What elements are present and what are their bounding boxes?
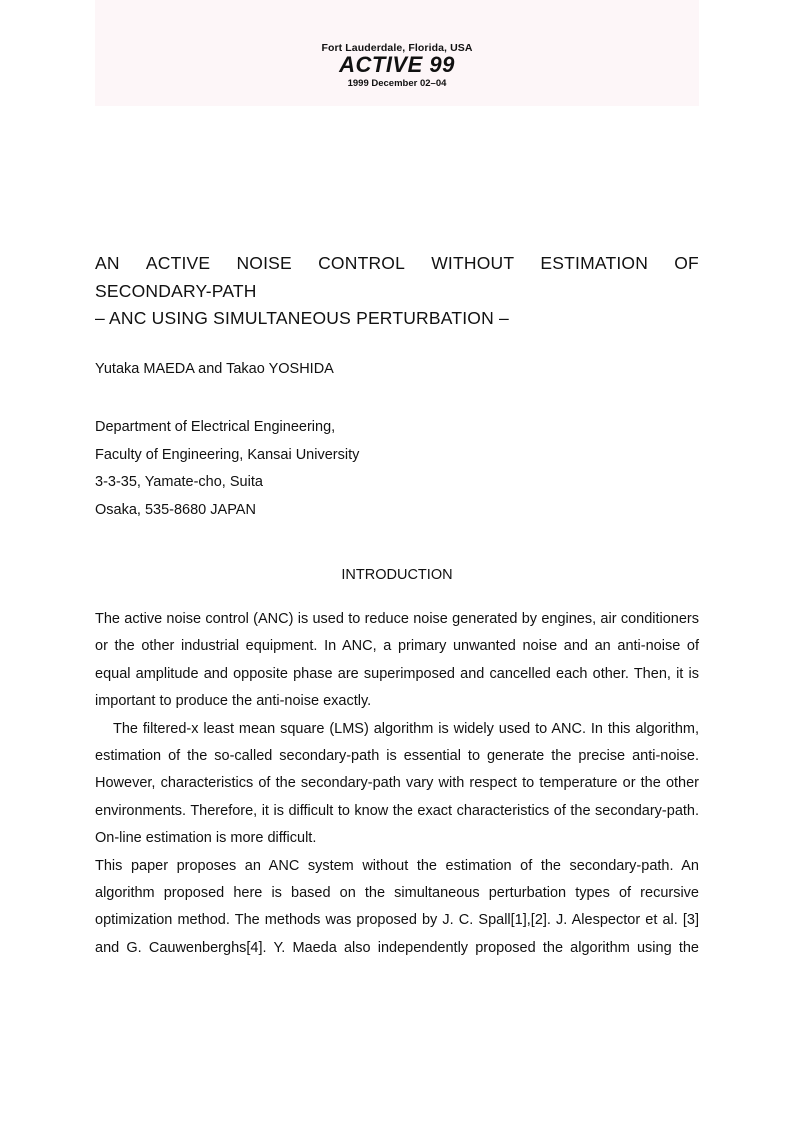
- body-line: important to produce the anti-noise exactly.: [95, 693, 372, 710]
- title-word: ACTIVE: [145, 253, 211, 273]
- conference-header: [95, 0, 699, 106]
- affiliation: [95, 414, 359, 524]
- authors: Yutaka MAEDA and Takao YOSHIDA: [95, 361, 334, 377]
- affiliation-line: Department of Electrical Engineering,: [95, 419, 336, 435]
- body-line: optimization method. The methods was proposed by J. C. Spall[1],[2]. J. Alespector et al. [3]: [95, 912, 699, 929]
- body-line: This paper proposes an ANC system without the estimation of the secondary-path. An: [95, 857, 699, 874]
- title-word: AN: [95, 253, 120, 273]
- body-line: On-line estimation is more difficult.: [95, 830, 317, 847]
- body-line: However, characteristics of the secondary-path vary with respect to temperature or the other: [95, 775, 699, 792]
- body-line: The filtered-x least mean square (LMS) algorithm is widely used to ANC. In this algorithm,: [113, 720, 699, 737]
- title-line-2: SECONDARY-PATH: [95, 280, 257, 301]
- affiliation-line: Faculty of Engineering, Kansai University: [95, 446, 360, 463]
- body-line: or the other industrial equipment. In ANC, a primary unwanted noise and an anti-noise of: [95, 638, 699, 655]
- affiliation-line: 3-3-35, Yamate-cho, Suita: [95, 474, 263, 490]
- body-line: and G. Cauwenberghs[4]. Y. Maeda also independently proposed the algorithm using the: [95, 939, 699, 956]
- paper-title: [95, 250, 699, 333]
- title-word: ESTIMATION: [540, 253, 649, 273]
- conference-location: Fort Lauderdale, Florida, USA: [321, 42, 473, 54]
- title-line-1: [95, 250, 699, 278]
- section-heading: INTRODUCTION: [341, 567, 453, 583]
- conference-dates: 1999 December 02–04: [347, 78, 447, 89]
- body-line: equal amplitude and opposite phase are superimposed and cancelled each other. Then, it is: [95, 665, 699, 682]
- title-word: WITHOUT: [431, 253, 515, 273]
- title-word: OF: [674, 253, 699, 273]
- title-word: NOISE: [236, 253, 292, 273]
- body-line: environments. Therefore, it is difficult to know the exact characteristics of the secondary-path.: [95, 802, 699, 819]
- body-line: estimation of the so-called secondary-path is essential to generate the precise anti-noise.: [95, 747, 699, 764]
- conference-name: ACTIVE 99: [339, 52, 455, 77]
- body-line: algorithm proposed here is based on the simultaneous perturbation types of recursive: [95, 884, 699, 901]
- paper-subtitle: – ANC USING SIMULTANEOUS PERTURBATION –: [95, 308, 509, 328]
- introduction-body: [95, 606, 699, 962]
- body-line: The active noise control (ANC) is used to reduce noise generated by engines, air conditioners: [95, 611, 699, 627]
- title-word: CONTROL: [318, 253, 406, 273]
- affiliation-line: Osaka, 535-8680 JAPAN: [95, 501, 256, 518]
